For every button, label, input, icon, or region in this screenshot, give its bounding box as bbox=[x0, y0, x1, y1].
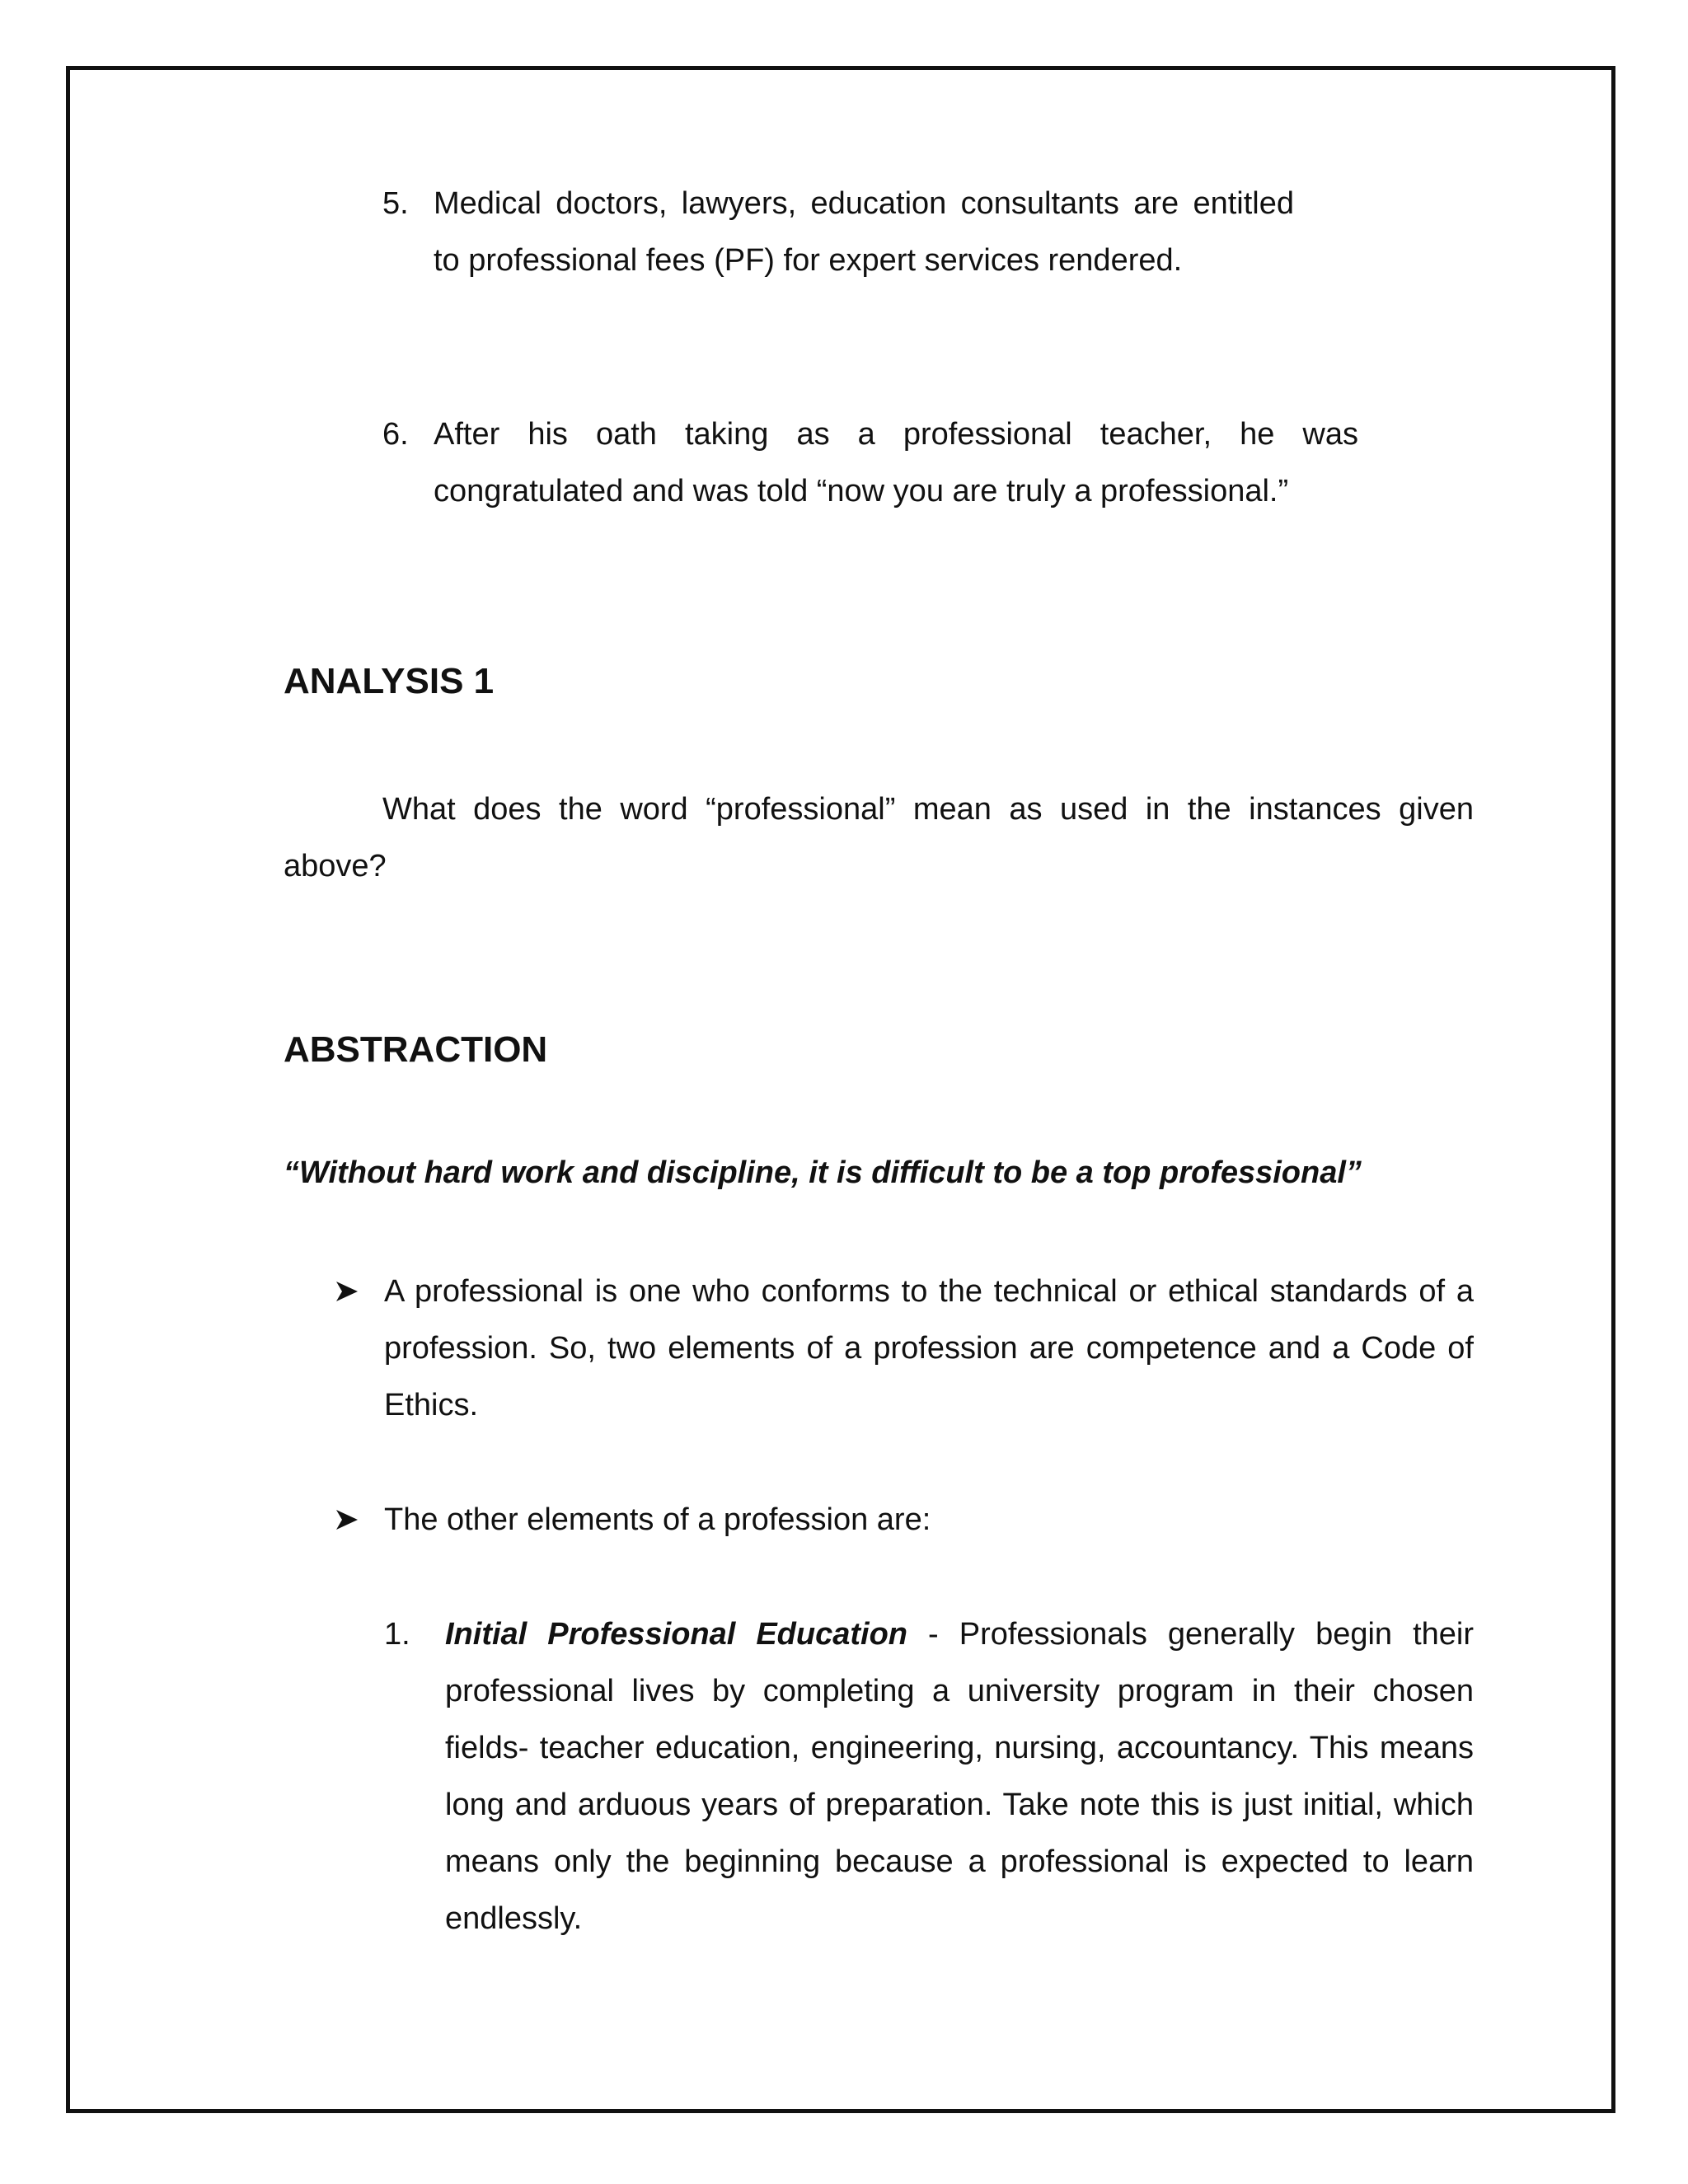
list-number: 5. bbox=[382, 186, 409, 221]
analysis-question bbox=[284, 781, 1474, 895]
list-number: 1. bbox=[384, 1617, 410, 1652]
list-item-text: After his oath taking as a professional teacher, he was congratulated and was told “now you are truly a professional.” bbox=[434, 417, 1358, 509]
arrow-bullet-icon bbox=[333, 1492, 363, 1549]
list-item-text: Medical doctors, lawyers, education consultants are entitled to professional fees (PF) for expert services rendered. bbox=[434, 186, 1294, 278]
analysis-question-text: What does the word “professional” mean as used in the instances given above? bbox=[284, 792, 1474, 883]
element-description: Professionals generally begin their professional lives by completing a university program in their chosen fields- teacher education, engineering, nursing, accountancy. This means long and arduous years of preparation. Take note this is just initial, which means only the beginning because a professional is expected to learn endlessly. bbox=[445, 1617, 1474, 1936]
arrow-bullet-icon bbox=[333, 1263, 363, 1320]
abstraction-quote: “Without hard work and discipline, it is difficult to be a top professional” bbox=[284, 1155, 1362, 1190]
element-separator: - bbox=[907, 1617, 959, 1652]
element-term: Initial Professional Education bbox=[445, 1617, 908, 1652]
bullet-text: The other elements of a profession are: bbox=[384, 1502, 931, 1537]
abstraction-heading: ABSTRACTION bbox=[284, 1029, 548, 1070]
element-text bbox=[445, 1606, 1474, 1947]
analysis-heading: ANALYSIS 1 bbox=[284, 661, 495, 701]
list-number: 6. bbox=[382, 417, 409, 452]
bullet-text: A professional is one who conforms to the technical or ethical standards of a profession. So, two elements of a profession are competence and a Code of Ethics. bbox=[384, 1274, 1474, 1422]
